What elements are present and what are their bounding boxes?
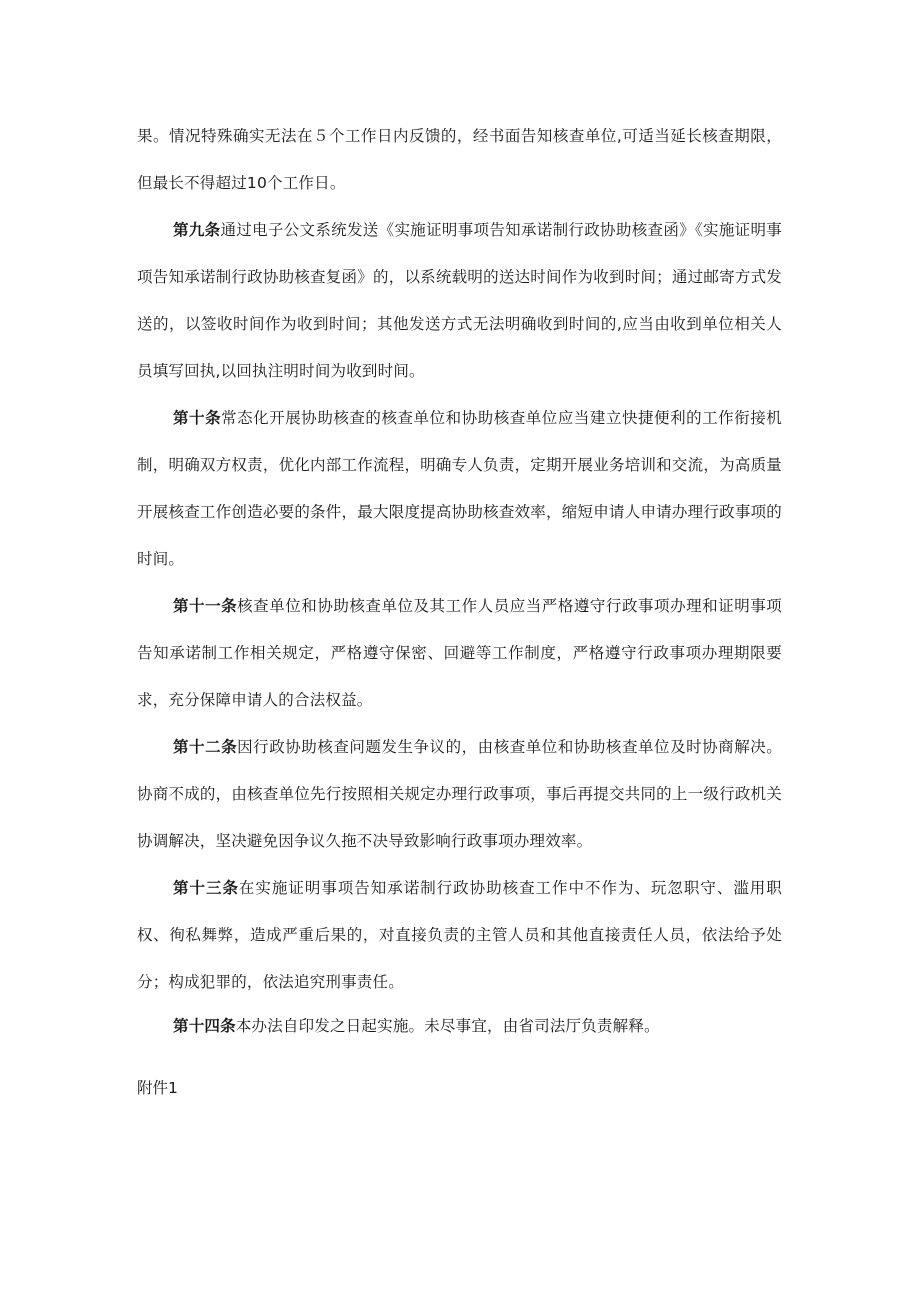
paragraph-article-10 bbox=[137, 395, 782, 583]
article-number: 第十四条 bbox=[173, 1017, 236, 1035]
paragraph-text: 在实施证明事项告知承诺制行政协助核查工作中不作为、玩忽职守、滥用职权、徇私舞弊，造成严重后果的，对直接负责的主管人员和其他直接责任人员，依法给予处分；构成犯罪的，依法追究刑事责任。 bbox=[137, 879, 782, 991]
article-number: 第十条 bbox=[173, 409, 222, 427]
article-number: 第十三条 bbox=[173, 879, 239, 897]
document-body bbox=[137, 113, 782, 1046]
article-number: 第十二条 bbox=[173, 738, 238, 756]
paragraph-article-11 bbox=[137, 583, 782, 724]
paragraph-text: 核查单位和协助核查单位及其工作人员应当严格遵守行政事项办理和证明事项告知承诺制工作相关规定，严格遵守保密、回避等工作制度，严格遵守行政事项办理期限要求，充分保障申请人的合法权益。 bbox=[137, 597, 782, 709]
paragraph-article-13 bbox=[137, 865, 782, 1006]
paragraph-article-9 bbox=[137, 207, 782, 395]
paragraph-text: 果。情况特殊确实无法在５个工作日内反馈的，经书面告知核查单位,可适当延长核查期限，但最长不得超过10个工作日。 bbox=[137, 127, 782, 192]
paragraph-text: 本办法自印发之日起实施。未尽事宜，由省司法厅负责解释。 bbox=[235, 1017, 660, 1035]
paragraph-article-14 bbox=[137, 1006, 782, 1046]
paragraph-article-12 bbox=[137, 724, 782, 865]
paragraph-text: 常态化开展协助核查的核查单位和协助核查单位应当建立快捷便利的工作衔接机制，明确双方权责，优化内部工作流程，明确专人负责，定期开展业务培训和交流，为高质量开展核查工作创造必要的条件，最大限度提高协助核查效率，缩短申请人申请办理行政事项的时间。 bbox=[137, 409, 782, 568]
article-number: 第十一条 bbox=[173, 597, 238, 615]
paragraph-continuation bbox=[137, 113, 782, 207]
paragraph-text: 通过电子公文系统发送《实施证明事项告知承诺制行政协助核查函》《实施证明事项告知承诺制行政协助核查复函》的，以系统载明的送达时间作为收到时间；通过邮寄方式发送的，以签收时间作为收到时间；其他发送方式无法明确收到时间的,应当由收到单位相关人员填写回执,以回执注明时间为收到时间。 bbox=[137, 221, 782, 380]
paragraph-text: 因行政协助核查问题发生争议的，由核查单位和协助核查单位及时协商解决。协商不成的，由核查单位先行按照相关规定办理行政事项，事后再提交共同的上一级行政机关协调解决，坚决避免因争议久拖不决导致影响行政事项办理效率。 bbox=[137, 738, 782, 850]
attachment-label: 附件1 bbox=[137, 1079, 178, 1097]
article-number: 第九条 bbox=[173, 221, 221, 239]
